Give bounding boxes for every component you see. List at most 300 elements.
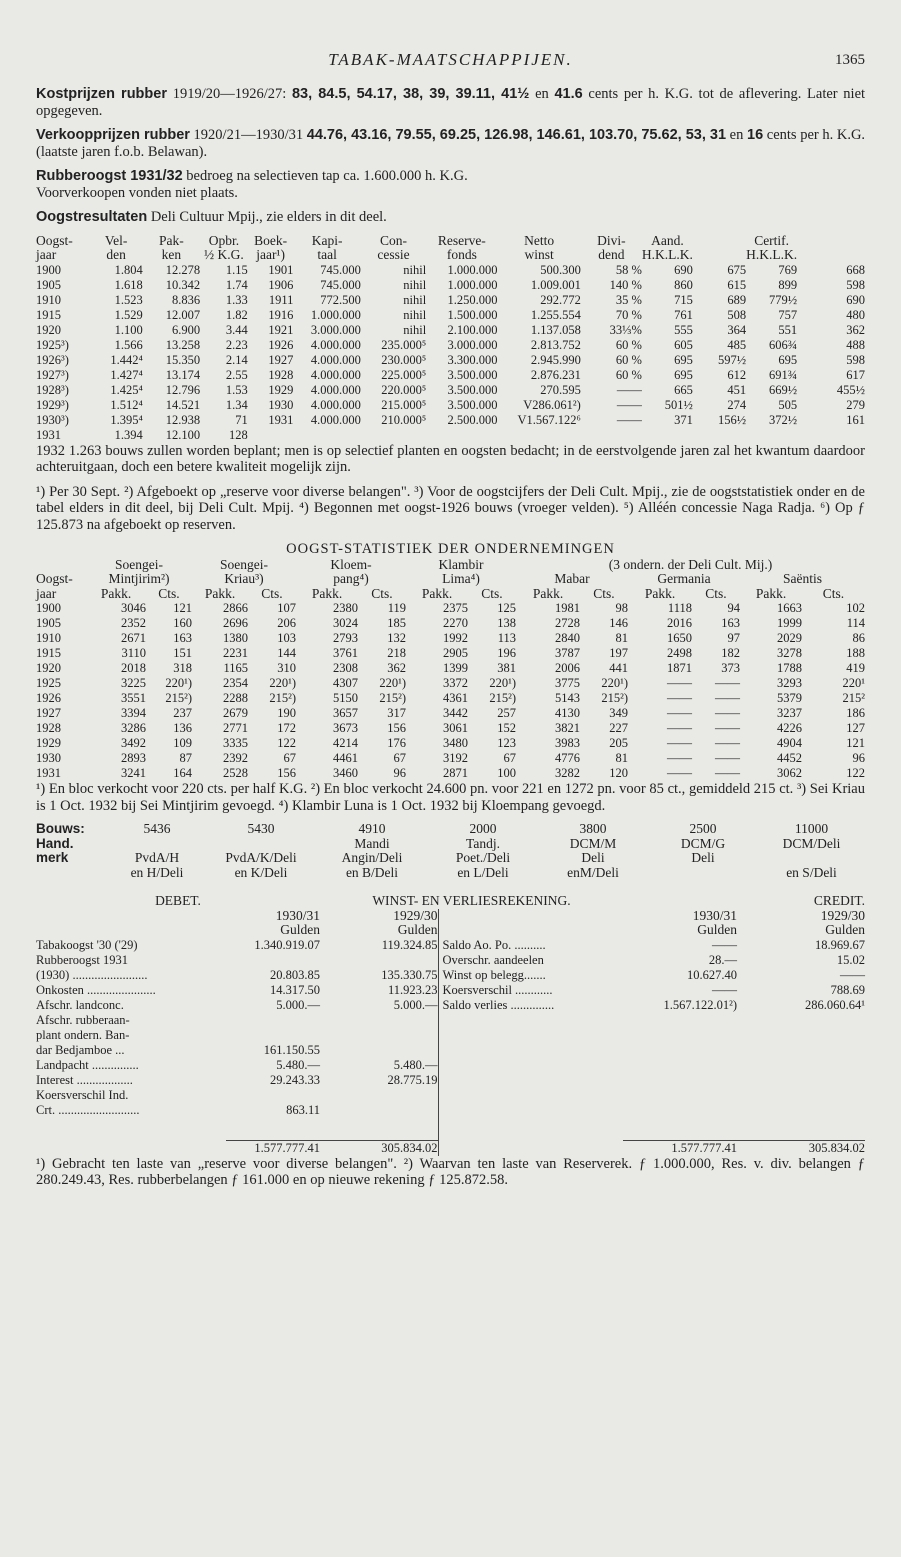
stats-cell: 122 [846,766,865,780]
account-table [36,894,865,1156]
stats-head-row-1 [36,558,865,573]
results-head-cell: dend [598,247,625,262]
debet-label: DEBET. [155,893,201,908]
stats-cell: 2840 [555,631,580,645]
debit-cell: 29.243.33 [270,1072,320,1087]
debit-cell: 5.480.— [276,1057,320,1072]
results-cell: 4.000.000 [310,352,361,367]
stats-cell: —— [667,766,692,780]
stats-cell: 121 [846,736,865,750]
stats-cell: —— [667,721,692,735]
results-cell: 1.427⁴ [110,367,143,382]
results-cell: 1.566 [114,337,143,352]
results-cell [248,428,294,443]
rubber-harvest-line1: bedroeg na selectieven tap ca. 1.600.000 h. K.G. [186,168,468,184]
results-cell: 1926³) [36,352,69,367]
debit-unit-a: Gulden [280,922,320,937]
debit-cell [320,1013,438,1028]
stats-cell: 3192 [443,751,468,765]
bouws-cell: en K/Deli [234,864,288,880]
debit-cell: 135.330.75 [381,967,438,982]
credit-cell: 1.567.122.01²) [663,997,737,1012]
results-cell: 1.442⁴ [110,352,143,367]
stats-cell: —— [715,706,740,720]
results-row [36,428,865,443]
debit-cell: Rubberoogst 1931 [36,952,129,967]
results-cell: nihil [403,292,427,307]
results-cell: 695 [778,352,798,367]
bouws-cell: Poet./Deli [455,850,511,865]
results-cell: 668 [846,262,865,277]
results-cell: V286.061²) [523,397,581,412]
stats-cell: 441 [609,661,628,675]
stats-cell: 67 [393,751,406,765]
results-cell: 4.000.000 [310,367,361,382]
results-cell: 689 [727,292,747,307]
results-cell: 1.82 [225,307,248,322]
results-cell: 455½ [836,382,865,397]
credit-cell: —— [712,937,737,952]
stats-cell: 1910 [36,631,61,645]
results-cell: 230.000⁵ [381,352,427,367]
stats-cell: 3480 [443,736,468,750]
stats-head3-cell: Pakk. [204,585,236,601]
stats-cell: 220¹ [842,676,865,690]
results-cell: 1929 [268,382,294,397]
results-cell: 615 [727,277,747,292]
stats-cell: 197 [609,646,628,660]
stats-cell: 419 [846,661,865,675]
results-cell: 1.500.000 [447,307,498,322]
debit-unit-b: Gulden [397,922,438,937]
debit-cell: 5.000.— [393,997,438,1012]
stats-row [36,601,865,616]
stats-cell: 3657 [333,706,358,720]
results-cell: 71 [235,412,248,427]
bouws-cell [648,866,758,881]
harvest-results-paragraph [36,209,865,226]
bouws-cell: en L/Deli [457,864,509,880]
results-cell: nihil [403,307,427,322]
stats-head3-cell: Pakk. [311,585,343,601]
credit-cell: 10.627.40 [687,967,737,982]
debit-cell: Landpacht ............... [36,1057,139,1072]
credit-year-b: 1929/30 [820,907,865,923]
results-cell: 225.000⁵ [381,367,427,382]
debit-cell: 5.480.— [393,1057,438,1072]
results-cell: 761 [674,307,693,322]
row-1932-year: 1932 [36,442,65,459]
results-cell: 1931 [36,427,61,442]
stats-cell: 152 [497,721,516,735]
results-cell: nihil [403,322,427,337]
results-cell: 2.813.752 [530,337,581,352]
results-head-cell: fonds [446,247,477,262]
results-cell: 1.100 [114,322,143,337]
rubber-sale-last: 16 [747,127,764,143]
stats-row [36,661,865,676]
stats-cell: 1992 [443,631,468,645]
credit-cell: Koersverschil ............ [438,983,623,998]
credit-cell [438,1013,623,1028]
results-cell: 1.529 [114,307,143,322]
results-cell: 1929³) [36,397,69,412]
stats-cell: 81 [615,631,628,645]
debit-cell [226,1088,320,1103]
stats-cell: 2375 [443,601,468,615]
debit-cell: Interest .................. [36,1072,133,1087]
results-head-cell: Divi- [597,232,626,248]
results-cell: 12.278 [165,262,201,277]
credit-cell [438,1028,623,1043]
stats-head1-cell: Soengei- [115,556,163,572]
stats-cell: 96 [852,751,865,765]
credit-cell [737,1103,865,1118]
rubber-cost-last: 41.6 [554,86,583,102]
stats-head-row-3 [36,587,865,602]
stats-cell: 1920 [36,661,61,675]
stats-cell: 2905 [443,646,468,660]
stats-cell: 182 [721,646,740,660]
bouws-cell: PvdA/H [134,850,180,865]
results-cell: 1.000.000 [447,262,498,277]
stats-cell: 120 [609,766,628,780]
bouws-label-cell [36,866,108,881]
stats-cell: 373 [721,661,740,675]
stats-cell: —— [667,676,692,690]
stats-cell: 2354 [223,676,248,690]
stats-head1-cell [36,558,86,573]
stats-head3-cell: jaar [36,585,57,601]
results-cell: 505 [778,397,798,412]
stats-cell: 4130 [555,706,580,720]
stats-cell: 2793 [333,631,358,645]
stats-cell: 318 [173,661,192,675]
stats-cell: 2671 [121,631,146,645]
results-cell: 605 [674,337,693,352]
debit-cell: Afschr. rubberaan- [36,1012,130,1027]
stats-head1-cell: (3 ondern. der Deli Cult. Mij.) [608,556,773,572]
credit-cell: 15.02 [836,952,865,967]
rubber-harvest-line2: Voorverkoopen vonden niet plaats. [36,184,238,201]
results-row [36,308,865,323]
results-cell [497,428,580,443]
stats-head1-cell: Klambir [438,556,484,572]
stats-cell: 1905 [36,616,61,630]
results-cell: 1910 [36,292,61,307]
results-cell: 3.000.000 [447,337,498,352]
results-cell: 1.137.058 [530,322,581,337]
stats-cell: 3335 [223,736,248,750]
results-cell: 745.000 [320,262,361,277]
results-cell: 371 [674,412,693,427]
stats-cell: 136 [173,721,192,735]
debit-cell: dar Bedjamboe ... [36,1042,125,1057]
stats-title: OOGST-STATISTIEK DER ONDERNEMINGEN [286,541,615,557]
results-cell: 140 % [609,277,642,292]
hand-row-1 [36,837,865,852]
stats-cell: 257 [497,706,516,720]
stats-cell: 3278 [777,646,802,660]
stats-cell: 215²) [269,691,296,705]
results-cell: 695 [674,367,693,382]
stats-head3-cell: Pakk. [644,585,676,601]
credit-cell [623,1028,737,1043]
results-cell: 1905 [36,277,61,292]
results-row [36,278,865,293]
results-cell: 13.258 [165,337,201,352]
stats-cell: —— [667,751,692,765]
credit-cell [438,1043,623,1058]
debit-total-a: 1.577.777.41 [226,1140,320,1156]
credit-cell [438,1103,623,1118]
stats-cell: 349 [609,706,628,720]
stats-head1-cell: Kloem- [330,556,372,572]
stats-cell: 2288 [223,691,248,705]
stats-cell: 3110 [121,646,146,660]
results-cell: 1.523 [114,292,143,307]
bouws-cell: en B/Deli [345,864,399,880]
stats-head2-cell: Saëntis [783,571,822,586]
stats-cell: 1871 [667,661,692,675]
results-cell: 1927 [268,352,294,367]
stats-cell: 3372 [443,676,468,690]
stats-cell: 215²) [489,691,516,705]
bouws-cell [108,837,206,852]
credit-cell [623,1103,737,1118]
results-row [36,263,865,278]
rubber-sale-text-a: en [729,127,744,143]
bouws-cell: enM/Deli [567,864,619,880]
results-cell: 597½ [718,352,747,367]
stats-cell: 1915 [36,646,61,660]
stats-head2-cell: Kriau³) [224,571,264,586]
bouws-cell [758,851,865,866]
results-cell: 12.796 [165,382,201,397]
results-cell: 4.000.000 [310,337,361,352]
stats-cell: 3062 [777,766,802,780]
debit-year-b: 1929/30 [393,907,438,923]
results-cell: 1927³) [36,367,69,382]
bouws-cell: 4910 [358,821,386,836]
results-cell: 13.174 [165,367,201,382]
credit-cell: 28.— [708,952,737,967]
stats-cell: 1165 [223,661,248,675]
debit-cell: 20.803.85 [270,967,320,982]
stats-cell: 2679 [223,706,248,720]
results-row [36,383,865,398]
results-head-cell: Boek- [254,232,288,248]
hand-row-2 [36,851,865,866]
bouws-label-cell: Hand. [36,835,74,851]
stats-cell: 4904 [777,736,802,750]
bouws-cell: Angin/Deli [341,850,403,865]
results-cell: 745.000 [320,277,361,292]
stats-cell: 123 [497,736,516,750]
credit-unit-b: Gulden [825,922,865,937]
results-cell: 690 [674,262,693,277]
stats-cell: 5150 [333,691,358,705]
results-cell: 1920 [36,322,61,337]
debit-total-b: 305.834.02 [320,1140,438,1156]
results-head-cell: den [106,247,126,262]
stats-cell: 96 [393,766,406,780]
stats-row [36,631,865,646]
stats-notes: ¹) En bloc verkocht voor 220 cts. per half K.G. ²) En bloc verkocht 24.600 pn. voor 221 en 1272 pn. voor 85 ct., gemiddeld 215 ct. ³) Sei Kriau is 1 Oct. 1932 bij Sei Mintjirim gevoegd. ⁴) Klambir Luna is 1 Oct. 1932 bij Kloempang gevoegd. [36,781,865,814]
stats-cell: 127 [846,721,865,735]
results-cell: 292.772 [540,292,581,307]
rubber-cost-values: 83, 84.5, 54.17, 38, 39, 39.11, 41½ [291,86,530,102]
credit-cell: —— [840,967,865,982]
results-cell: 274 [727,397,747,412]
stats-cell: 1380 [223,631,248,645]
stats-cell: 114 [846,616,865,630]
results-head-cell: H.K.L.K. [641,247,693,262]
stats-cell: 2893 [121,751,146,765]
rubber-sale-text-b: cents per h. K.G. (laatste jaren f.o.b. Belawan). [36,127,866,160]
results-cell: 1.250.000 [447,292,498,307]
debit-cell: Crt. .......................... [36,1102,140,1117]
results-cell: 675 [727,262,747,277]
results-cell: 691¾ [769,367,798,382]
results-cell: 210.000⁵ [381,412,427,427]
stats-head3-cell: Cts. [261,585,283,601]
stats-cell: 317 [387,706,406,720]
account-row [36,1103,865,1118]
rubber-sale-values: 44.76, 43.16, 79.55, 69.25, 126.98, 146.61, 103.70, 75.62, 53, 31 [306,127,727,143]
results-row [36,368,865,383]
results-cell: 2.23 [225,337,248,352]
results-cell: 3.44 [225,322,248,337]
bouws-cell: 3800 [579,821,607,836]
stats-cell: 3775 [555,676,580,690]
account-row [36,983,865,998]
stats-cell: 3237 [777,706,802,720]
results-row [36,353,865,368]
results-head-cell [797,248,865,263]
results-cell: 779½ [769,292,798,307]
rubber-sale-years: 1920/21—1930/31 [193,127,304,143]
credit-cell: 788.69 [830,982,865,997]
results-cell: 33⅓% [609,322,642,337]
bouws-cell: 2000 [469,821,497,836]
stats-cell: 220¹) [379,676,406,690]
results-row [36,323,865,338]
rubber-sale-paragraph [36,127,865,160]
credit-cell [623,1043,737,1058]
stats-cell: 122 [277,736,296,750]
stats-cell: 215²) [379,691,406,705]
credit-cell: Overschr. aandeelen [438,953,623,968]
stats-cell: 237 [173,706,192,720]
stats-cell: 1926 [36,691,61,705]
credit-cell [623,1013,737,1028]
results-cell: 2.14 [225,352,248,367]
credit-cell [623,1058,737,1073]
stats-cell: —— [667,706,692,720]
results-cell: 598 [846,352,865,367]
debit-cell: 119.324.85 [381,937,438,952]
results-head-cell: Kapi- [311,232,343,248]
results-cell: 4.000.000 [310,412,361,427]
stats-cell: 138 [497,616,516,630]
bouws-cell: en H/Deli [130,864,184,880]
results-head-cell: ½ K.G. [204,247,244,262]
stats-row [36,646,865,661]
stats-head3-cell: Pakk. [532,585,564,601]
debit-cell: 28.775.19 [387,1072,438,1087]
results-cell: 10.342 [165,277,201,292]
bouws-cell: en S/Deli [786,864,837,880]
account-notes: ¹) Gebracht ten laste van „reserve voor diverse belangen". ²) Waarvan ten laste van Reserverek. ƒ 1.000.000, Res. v. div. belangen ƒ 280.249.43, Res. rubberbelangen ƒ 161.000 en op nieuwe rekening ƒ 125.872.58. [36,1155,865,1188]
stats-cell: 227 [609,721,628,735]
results-cell: 215.000⁵ [381,397,427,412]
results-head-cell: cessie [377,247,410,262]
bouws-cell: 2500 [689,821,717,836]
stats-head3-cell: Cts. [593,585,615,601]
stats-cell: 2029 [777,631,802,645]
stats-head3-cell: Pakk. [421,585,453,601]
stats-cell: 3983 [555,736,580,750]
bouws-cell: 5436 [143,821,171,836]
stats-cell: 185 [387,616,406,630]
stats-cell: 2866 [223,601,248,615]
results-cell: 2.55 [225,367,248,382]
stats-cell: 1928 [36,721,61,735]
stats-cell: 3282 [555,766,580,780]
stats-cell: 1650 [667,631,692,645]
stats-cell: 100 [497,766,516,780]
account-row [36,998,865,1013]
stats-cell: 4461 [333,751,358,765]
credit-cell: 18.969.67 [815,937,865,952]
account-row [36,1043,865,1058]
results-cell [642,428,693,443]
results-cell: 485 [727,337,747,352]
credit-cell [438,1088,623,1103]
results-cell: V1.567.122⁶ [517,412,581,427]
stats-cell: 190 [277,706,296,720]
stats-cell: 196 [497,646,516,660]
debit-cell: plant ondern. Ban- [36,1027,130,1042]
results-cell: 2.100.000 [447,322,498,337]
results-head-cell: Certif. [754,232,790,248]
stats-head2-cell: pang⁴) [333,571,369,586]
results-cell: 156½ [718,412,747,427]
stats-cell: 3061 [443,721,468,735]
rubber-harvest-paragraph [36,168,865,201]
stats-cell: 146 [609,616,628,630]
stats-cell: 186 [846,706,865,720]
results-row [36,293,865,308]
stats-cell: 1927 [36,706,61,720]
stats-cell: 94 [727,601,740,615]
stats-cell: 3293 [777,676,802,690]
stats-cell: 4226 [777,721,802,735]
debit-cell: Afschr. landconc. [36,997,124,1012]
stats-cell: 3551 [121,691,146,705]
stats-cell: 1925 [36,676,61,690]
stats-cell: 2696 [223,616,248,630]
credit-cell [623,1088,737,1103]
results-head-cell: Oogst- [36,232,73,248]
results-cell: —— [616,382,642,397]
stats-cell: 1930 [36,751,61,765]
stats-cell: 4452 [777,751,802,765]
results-head-cell: Con- [380,232,407,248]
debit-cell [226,1028,320,1043]
results-cell: 1911 [268,292,294,307]
